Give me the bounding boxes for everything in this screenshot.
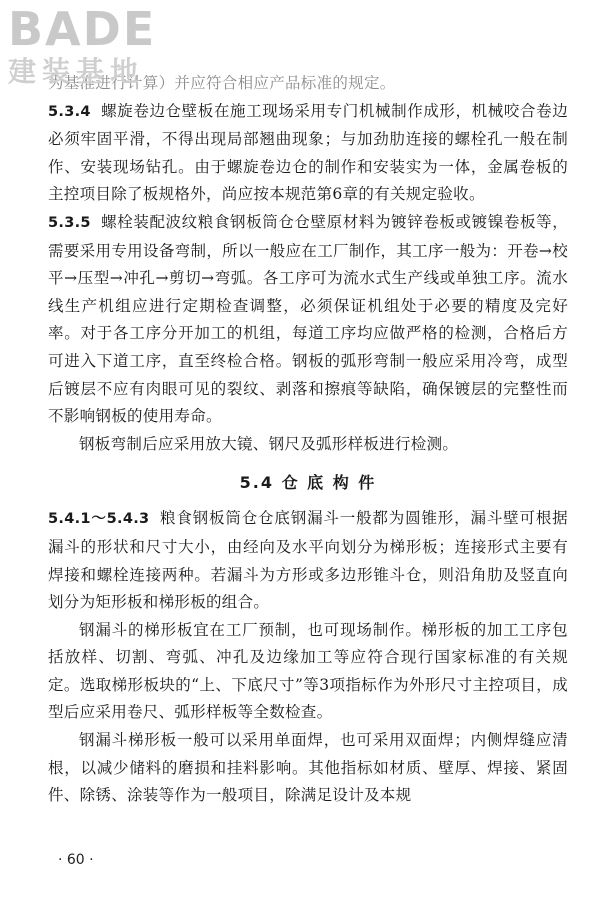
intro-text: 为基准进行计算）并应符合相应产品标准的规定。: [48, 74, 396, 92]
clause-number: 5.3.5: [48, 214, 91, 231]
clause-5-4-1-paragraph-b: 钢漏斗的梯形板宜在工厂预制，也可现场制作。梯形板的加工工序包括放样、切割、弯弧、冲孔及边缘加工等应符合现行国家标准的有关规定。选取梯形板块的“上、下底尺寸”等3项指标作为外形尺寸主控项目，成型后应采用卷尺、弧形样板等全数检查。: [48, 620, 568, 722]
page-number: · 60 ·: [58, 852, 94, 868]
clause-text: 螺旋卷边仓壁板在施工现场采用专门机械制作成形，机械咬合卷边必须牢固平滑，不得出现局部翘曲现象；与加劲肋连接的螺栓孔一般在制作、安装现场钻孔。由于螺旋卷边仓的制作和安装实为一体，金属卷板的主控项目除了板规格外，尚应按本规范第6章的有关规定验收。: [48, 101, 568, 204]
clause-5-3-5-note: 钢板弯制后应采用放大镜、钢尺及弧形样板进行检测。: [79, 434, 459, 453]
section-heading: 5.4 仓 底 构 件: [239, 473, 377, 493]
document-page: [48, 70, 568, 810]
watermark-subtitle: 建装基地: [8, 55, 145, 88]
clause-text: 粮食钢板筒仓仓底钢漏斗一般都为圆锥形，漏斗壁可根据漏斗的形状和尺寸大小，由经向及水平向划分为梯形板；连接形式主要有焊接和螺栓连接两种。若漏斗为方形或多边形锥斗仓，则沿角肋及竖直向划分为矩形板和梯形板的组合。: [48, 509, 568, 612]
clause-5-4-1: [48, 505, 568, 616]
watermark-brand: BADE: [8, 2, 157, 56]
clause-5-3-4: [48, 98, 568, 209]
clause-5-3-5: [48, 209, 568, 431]
clause-5-4-1-paragraph-c: 钢漏斗梯形板一般可以采用单面焊，也可采用双面焊；内侧焊缝应清根，以减少储料的磨损和挂料影响。其他指标如材质、壁厚、焊接、紧固件、除锈、涂装等作为一般项目，除满足设计及本规: [48, 731, 568, 805]
clause-text: 螺栓装配波纹粮食钢板筒仓仓壁原材料为镀锌卷板或镀镍卷板等，需要采用专用设备弯制，所以一般应在工厂制作，其工序一般为：开卷→校平→压型→冲孔→剪切→弯弧。各工序可为流水式生产线或单独工序。流水线生产机组应进行定期检查调整，必须保证机组处于必要的精度及完好率。对于各工序分开加工的机组，每道工序均应做严格的检测，合格后方可进入下道工序，直至终检合格。钢板的弧形弯制一般应采用冷弯，成型后镀层不应有肉眼可见的裂纹、剥落和擦痕等缺陷，确保镀层的完整性而不影响钢板的使用寿命。: [48, 212, 568, 426]
watermark-logo: [8, 4, 178, 94]
clause-number: 5.3.4: [48, 103, 91, 120]
clause-number: 5.4.1～5.4.3: [48, 511, 150, 528]
